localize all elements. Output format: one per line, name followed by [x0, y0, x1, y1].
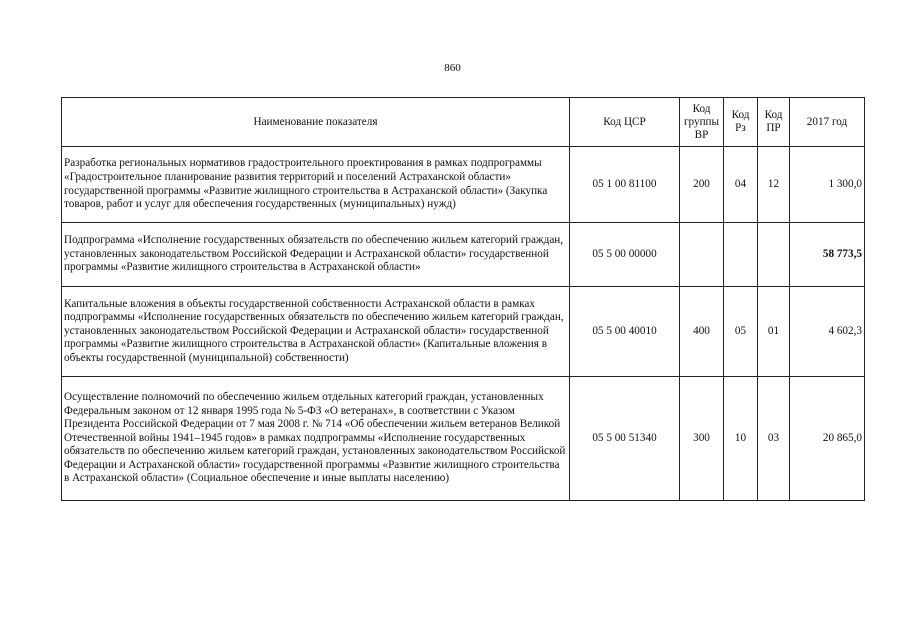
row-name: Осуществление полномочий по обеспечению жильем отдельных категорий граждан, установленных Федеральным законом от 12 января 1995 года № 5-ФЗ «О ветеранах», в соответствии с Указом Президента Российской Федерации от 7 мая 2008 г. № 714 «Об обеспечении жильем ветеранов Великой Отечественной войны 1941–1945 годов» в рамках подпрограммы «Исполнение государственных обязательств по обеспечению жильем категорий граждан, установленных законодательством Российской Федерации и Астраханской области» государственной программы «Развитие жилищного строительства в Астраханской области» (Социальное обеспечение и иные выплаты населению) [62, 377, 570, 501]
row-amount: 20 865,0 [790, 377, 865, 501]
header-vr: Код группы ВР [680, 98, 724, 147]
table-row [62, 147, 865, 223]
row-pr: 12 [758, 147, 790, 223]
header-rz: Код Рз [724, 98, 758, 147]
row-rz: 10 [724, 377, 758, 501]
row-pr: 01 [758, 287, 790, 377]
row-pr [758, 223, 790, 287]
table-header-row [62, 98, 865, 147]
table-row [62, 377, 865, 501]
header-csr: Код ЦСР [570, 98, 680, 147]
row-csr: 05 5 00 51340 [570, 377, 680, 501]
header-pr: Код ПР [758, 98, 790, 147]
row-rz [724, 223, 758, 287]
row-csr: 05 5 00 40010 [570, 287, 680, 377]
row-vr [680, 223, 724, 287]
row-amount: 58 773,5 [790, 223, 865, 287]
row-vr: 300 [680, 377, 724, 501]
page-number: 860 [444, 62, 461, 74]
row-vr: 200 [680, 147, 724, 223]
row-csr: 05 5 00 00000 [570, 223, 680, 287]
row-rz: 04 [724, 147, 758, 223]
budget-table [61, 97, 865, 501]
table-row [62, 287, 865, 377]
header-name: Наименование показателя [62, 98, 570, 147]
row-vr: 400 [680, 287, 724, 377]
row-csr: 05 1 00 81100 [570, 147, 680, 223]
row-name: Разработка региональных нормативов градостроительного проектирования в рамках подпрограммы «Градостроительное планирование развития территорий и поселений Астраханской области» государственной программы «Развитие жилищного строительства в Астраханской области» (Закупка товаров, работ и услуг для обеспечения государственных (муниципальных) нужд) [62, 147, 570, 223]
row-name: Подпрограмма «Исполнение государственных обязательств по обеспечению жильем категорий граждан, установленных законодательством Российской Федерации и Астраханской области» государственной программы «Развитие жилищного строительства в Астраханской области» [62, 223, 570, 287]
header-year: 2017 год [790, 98, 865, 147]
row-amount: 4 602,3 [790, 287, 865, 377]
row-name: Капитальные вложения в объекты государственной собственности Астраханской области в рамках подпрограммы «Исполнение государственных обязательств по обеспечению жильем категорий граждан, установленных законодательством Российской Федерации и Астраханской области» государственной программы «Развитие жилищного строительства в Астраханской области» (Капитальные вложения в объекты государственной (муниципальной) собственности) [62, 287, 570, 377]
row-pr: 03 [758, 377, 790, 501]
table-row [62, 223, 865, 287]
row-rz: 05 [724, 287, 758, 377]
row-amount: 1 300,0 [790, 147, 865, 223]
